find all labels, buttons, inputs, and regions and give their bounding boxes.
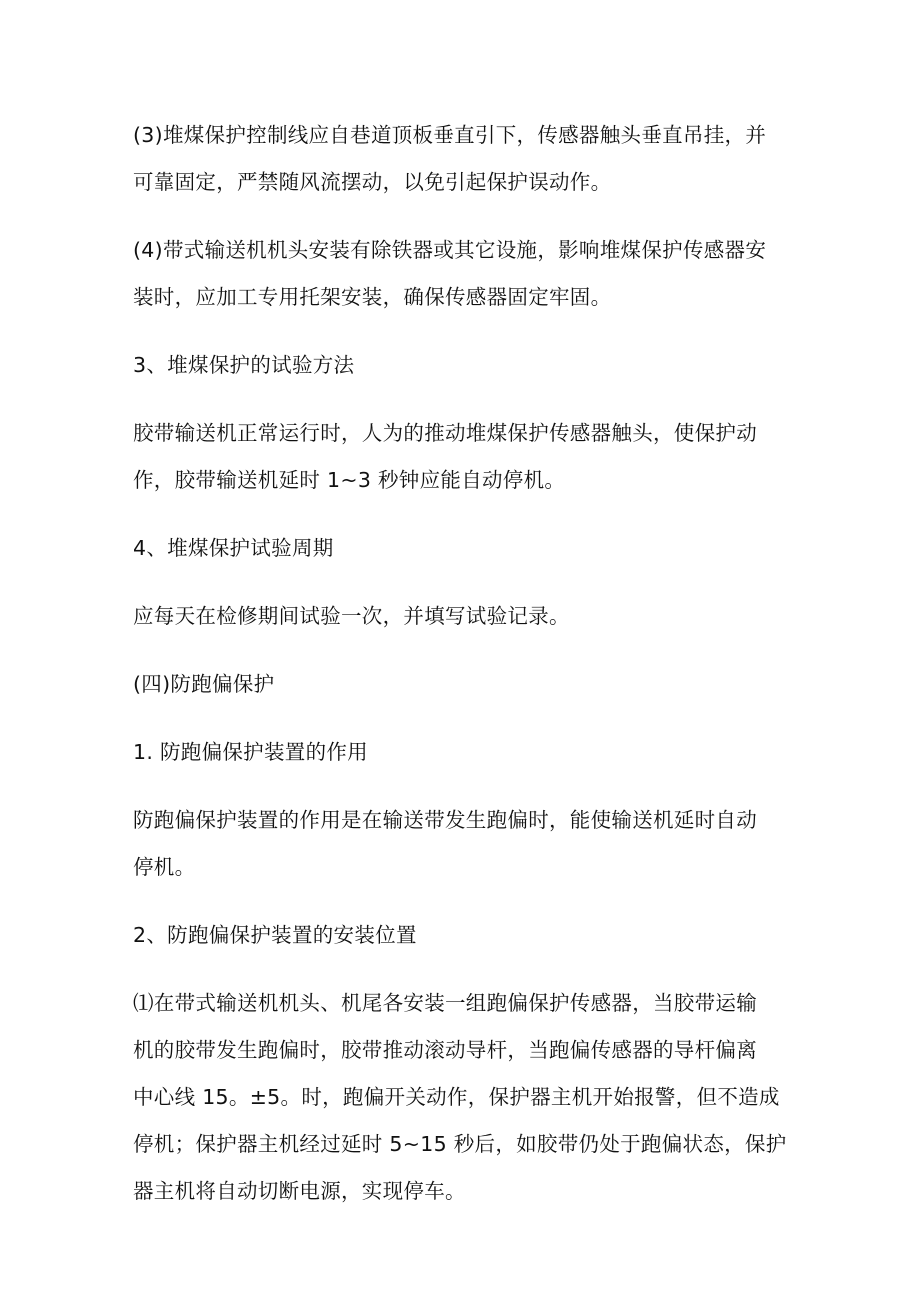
paragraph-3-sensor-wire <box>133 112 798 206</box>
text-line: 器主机将自动切断电源，实现停车。 <box>133 1179 466 1203</box>
heading-text: 2、防跑偏保护装置的安装位置 <box>133 923 417 947</box>
text-line: (4)带式输送机机头安装有除铁器或其它设施，影响堆煤保护传感器安 <box>133 238 767 262</box>
text-line: 应每天在检修期间试验一次，并填写试验记录。 <box>133 604 570 628</box>
paragraph-device-function <box>133 797 798 891</box>
paragraph-test-cycle <box>133 593 798 640</box>
section-heading-test-method <box>133 342 798 389</box>
paragraph-install-position <box>133 980 798 1215</box>
text-line: 胶带输送机正常运行时，人为的推动堆煤保护传感器触头，使保护动 <box>133 421 757 445</box>
text-line: 防跑偏保护装置的作用是在输送带发生跑偏时，能使输送机延时自动 <box>133 808 757 832</box>
text-line: 可靠固定，严禁随风流摆动，以免引起保护误动作。 <box>133 170 612 194</box>
section-heading-device-function <box>133 729 798 776</box>
text-line: 作，胶带输送机延时 1~3 秒钟应能自动停机。 <box>133 468 566 492</box>
heading-text: 1. 防跑偏保护装置的作用 <box>133 740 368 764</box>
text-line: 机的胶带发生跑偏时，胶带推动滚动导杆，当跑偏传感器的导杆偏离 <box>133 1038 757 1062</box>
paragraph-4-bracket-install <box>133 227 798 321</box>
document-page <box>133 112 798 1236</box>
text-line: 停机；保护器主机经过延时 5~15 秒后，如胶带仍处于跑偏状态，保护 <box>133 1132 787 1156</box>
heading-text: (四)防跑偏保护 <box>133 672 275 696</box>
text-line: 装时，应加工专用托架安装，确保传感器固定牢固。 <box>133 285 612 309</box>
text-line: (3)堆煤保护控制线应自巷道顶板垂直引下，传感器触头垂直吊挂，并 <box>133 123 767 147</box>
section-heading-install-position <box>133 912 798 959</box>
text-line: ⑴在带式输送机机头、机尾各安装一组跑偏保护传感器，当胶带运输 <box>133 991 757 1015</box>
section-heading-test-cycle <box>133 525 798 572</box>
heading-text: 3、堆煤保护的试验方法 <box>133 353 355 377</box>
heading-text: 4、堆煤保护试验周期 <box>133 536 334 560</box>
text-line: 中心线 15。±5。时，跑偏开关动作，保护器主机开始报警，但不造成 <box>133 1085 780 1109</box>
section-heading-anti-deviation <box>133 661 798 708</box>
paragraph-test-method <box>133 410 798 504</box>
text-line: 停机。 <box>133 855 196 879</box>
